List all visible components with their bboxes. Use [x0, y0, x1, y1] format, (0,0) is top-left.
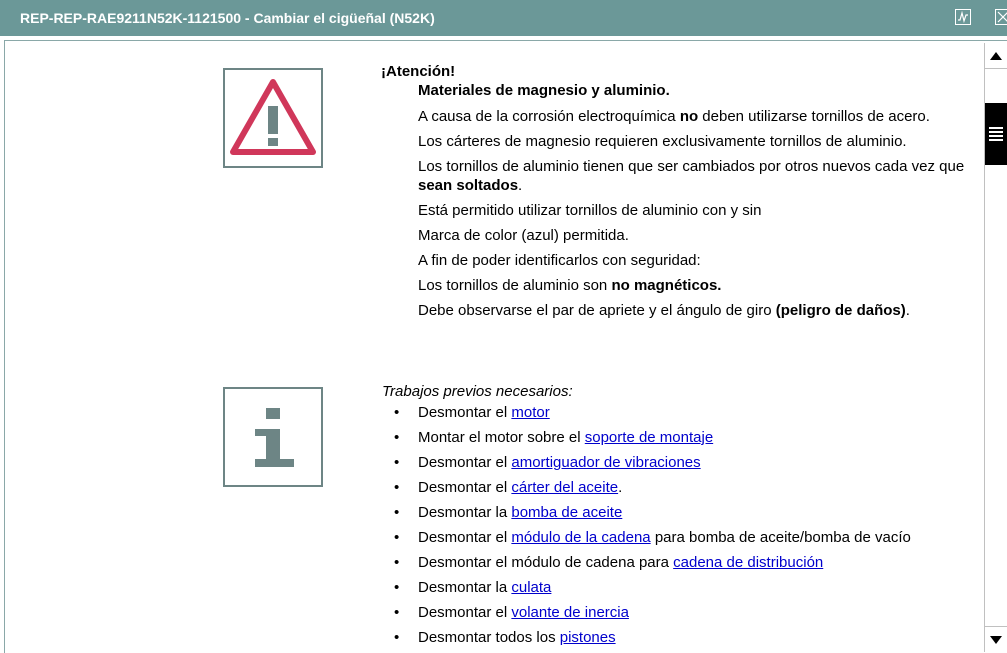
- close-icon: [997, 11, 1007, 23]
- prerequisite-item: [381, 453, 911, 478]
- warning-item: [418, 107, 978, 126]
- warning-item: [418, 276, 978, 295]
- prerequisite-item: [381, 428, 911, 453]
- document-frame: [4, 40, 1007, 653]
- title-bar: [0, 0, 1007, 36]
- prerequisite-link[interactable]: motor: [511, 404, 550, 421]
- prerequisite-text: Desmontar el: [418, 479, 512, 496]
- bullet-icon: •: [394, 479, 400, 496]
- grip-icon: [989, 125, 1003, 143]
- prerequisite-item: [381, 528, 911, 553]
- bullet-icon: •: [394, 404, 400, 421]
- close-button[interactable]: [995, 9, 1007, 25]
- prerequisite-link[interactable]: cadena de distribución: [673, 554, 824, 571]
- warning-heading: Materiales de magnesio y aluminio.: [418, 82, 670, 99]
- prerequisite-text: Desmontar el: [418, 404, 512, 421]
- warning-item-text: Los tornillos de aluminio tienen que ser cambiados por otros nuevos cada vez que: [418, 158, 965, 175]
- prerequisite-text: Desmontar la: [418, 504, 512, 521]
- warning-content: [418, 81, 978, 326]
- bullet-icon: •: [394, 554, 400, 571]
- prerequisite-link[interactable]: módulo de la cadena: [511, 529, 651, 546]
- bullet-icon: •: [394, 504, 400, 521]
- prerequisite-item: [381, 553, 911, 578]
- warning-item-emphasis: sean soltados: [418, 177, 519, 194]
- prerequisite-item: [381, 603, 911, 628]
- warning-item-emphasis: no: [679, 108, 699, 125]
- arrow-up-icon: [990, 52, 1002, 60]
- warning-item-emphasis: no magnéticos.: [611, 277, 722, 294]
- prerequisite-text: Desmontar el: [418, 454, 512, 471]
- warning-item-text: A causa de la corrosión electroquímica: [418, 108, 680, 125]
- prerequisite-link[interactable]: amortiguador de vibraciones: [511, 454, 701, 471]
- prerequisites-title: Trabajos previos necesarios:: [382, 383, 573, 400]
- document-content: [5, 41, 984, 653]
- warning-item: [418, 157, 978, 195]
- prerequisite-text: Montar el motor sobre el: [418, 429, 585, 446]
- bullet-icon: •: [394, 454, 400, 471]
- prerequisite-text: Desmontar el módulo de cadena para: [418, 554, 674, 571]
- prerequisite-suffix: para bomba de aceite/bomba de vacío: [650, 529, 911, 546]
- info-icon: [223, 387, 323, 487]
- prerequisites-list: [381, 403, 911, 653]
- waveform-icon: [957, 11, 969, 23]
- prerequisite-link[interactable]: culata: [511, 579, 552, 596]
- prerequisite-item: [381, 503, 911, 528]
- prerequisite-item: [381, 578, 911, 603]
- bullet-icon: •: [394, 604, 400, 621]
- bullet-icon: •: [394, 529, 400, 546]
- bullet-icon: •: [394, 579, 400, 596]
- warning-item: [418, 251, 978, 270]
- warning-item-emphasis: (peligro de daños): [775, 302, 906, 319]
- prerequisite-text: Desmontar la: [418, 579, 512, 596]
- prerequisite-link[interactable]: cárter del aceite: [511, 479, 619, 496]
- prerequisite-link[interactable]: soporte de montaje: [584, 429, 714, 446]
- prerequisite-link[interactable]: volante de inercia: [511, 604, 629, 621]
- warning-item-suffix: .: [905, 302, 910, 319]
- window-title: REP-REP-RAE9211N52K-1121500 - Cambiar el cigüeñal (N52K): [20, 10, 435, 26]
- prerequisite-item: [381, 478, 911, 503]
- warning-item-text: Los tornillos de aluminio son: [418, 277, 612, 294]
- warning-item-text: Debe observarse el par de apriete y el ángulo de giro: [418, 302, 776, 319]
- prerequisite-item: [381, 628, 911, 653]
- warning-item-text: Marca de color (azul) permitida.: [418, 227, 629, 244]
- arrow-down-icon: [990, 636, 1002, 644]
- vertical-scrollbar[interactable]: [984, 43, 1007, 652]
- warning-triangle-icon: [223, 68, 323, 168]
- prerequisite-item: [381, 403, 911, 428]
- attention-label: ¡Atención!: [381, 63, 456, 80]
- warning-item: [418, 226, 978, 245]
- prerequisite-text: Desmontar todos los: [418, 629, 560, 646]
- warning-item-text: Los cárteres de magnesio requieren exclusivamente tornillos de aluminio.: [418, 133, 907, 150]
- scroll-thumb[interactable]: [985, 103, 1007, 165]
- warning-item-text: Está permitido utilizar tornillos de aluminio con y sin: [418, 202, 762, 219]
- prerequisite-link[interactable]: bomba de aceite: [511, 504, 623, 521]
- warning-item-suffix: .: [518, 177, 523, 194]
- warning-item: [418, 132, 978, 151]
- prerequisite-suffix: .: [618, 479, 623, 496]
- scroll-down-button[interactable]: [985, 626, 1007, 652]
- bullet-icon: •: [394, 629, 400, 646]
- warning-item-text: A fin de poder identificarlos con seguridad:: [418, 252, 701, 269]
- prerequisite-link[interactable]: pistones: [559, 629, 616, 646]
- bullet-icon: •: [394, 429, 400, 446]
- waveform-button[interactable]: [955, 9, 971, 25]
- warning-item: [418, 301, 978, 320]
- prerequisite-text: Desmontar el: [418, 604, 512, 621]
- prerequisite-text: Desmontar el: [418, 529, 512, 546]
- scroll-up-button[interactable]: [985, 43, 1007, 69]
- warning-item-suffix: deben utilizarse tornillos de acero.: [698, 108, 930, 125]
- warning-item: [418, 201, 978, 220]
